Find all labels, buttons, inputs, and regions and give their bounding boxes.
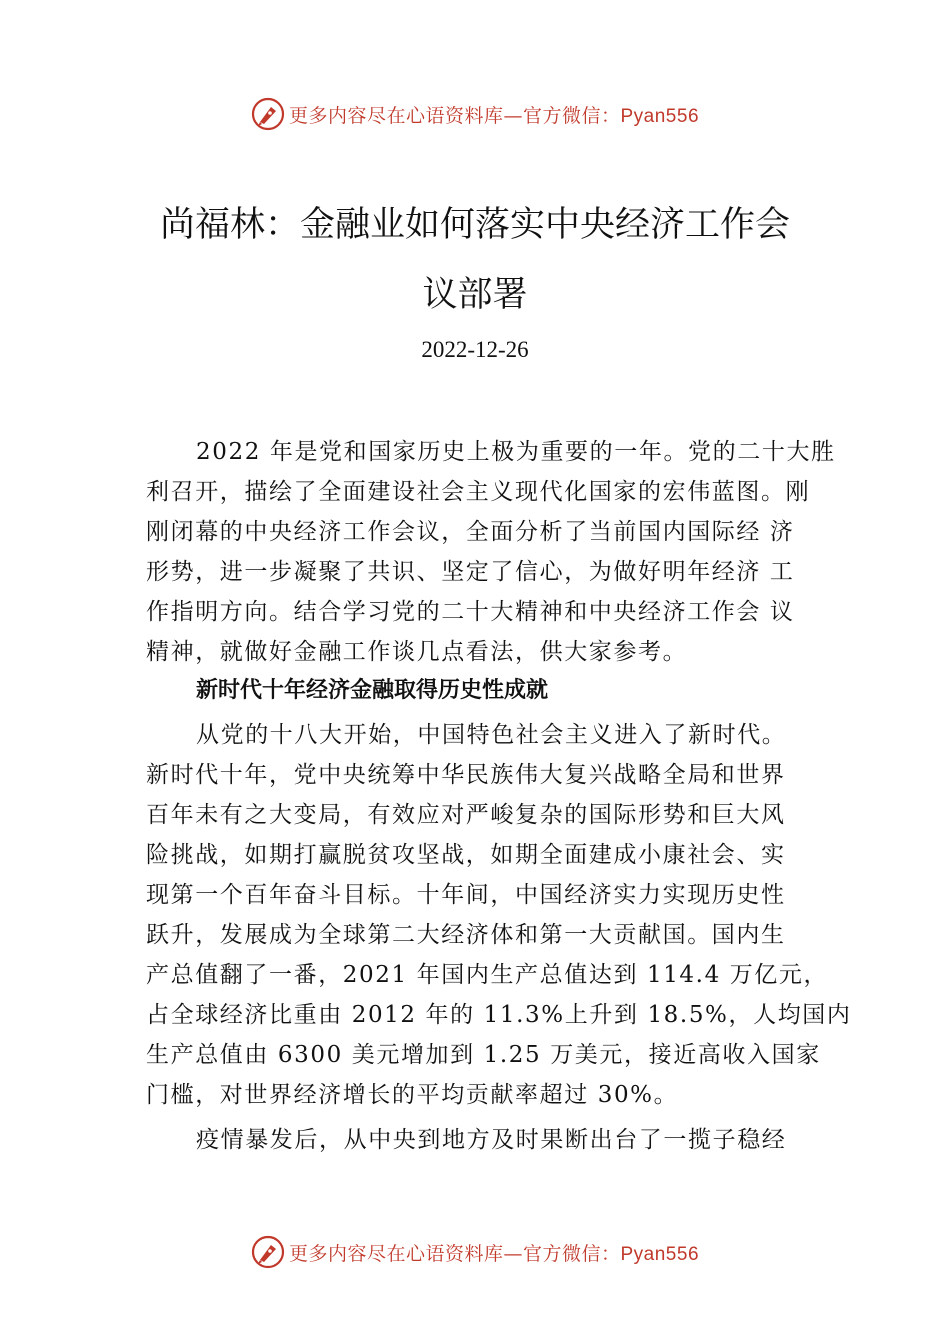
section-heading: 新时代十年经济金融取得历史性成就 <box>196 678 549 703</box>
pen-nib-logo-icon <box>251 1235 285 1269</box>
body-line: 疫情暴发后，从中央到地方及时果断出台了一揽子稳经 <box>196 1127 787 1153</box>
body-line: 作指明方向。结合学习党的二十大精神和中央经济工作会 议 <box>146 599 795 625</box>
watermark-banner-top <box>0 94 950 134</box>
body-line: 跃升，发展成为全球第二大经济体和第一大贡献国。国内生 <box>146 922 786 948</box>
body-line: 占全球经济比重由 2012 年的 11.3%上升到 18.5%，人均国内 <box>146 1002 852 1028</box>
document-title-line-2: 议部署 <box>422 275 528 315</box>
body-line: 百年未有之大变局，有效应对严峻复杂的国际形势和巨大风 <box>146 802 786 828</box>
watermark-text: 更多内容尽在心语资料库—官方微信： <box>288 1242 621 1265</box>
body-line: 门槛，对世界经济增长的平均贡献率超过 30%。 <box>146 1082 679 1108</box>
watermark-text: 更多内容尽在心语资料库—官方微信： <box>288 104 621 127</box>
body-line: 从党的十八大开始，中国特色社会主义进入了新时代。 <box>196 722 787 748</box>
wechat-id: Pyan556 <box>620 1243 700 1265</box>
body-line: 新时代十年，党中央统筹中华民族伟大复兴战略全局和世界 <box>146 762 786 788</box>
body-line: 产总值翻了一番，2021 年国内生产总值达到 114.4 万亿元， <box>146 962 829 988</box>
body-line: 刚闭幕的中央经济工作会议，全面分析了当前国内国际经 济 <box>146 519 795 545</box>
body-line: 利召开，描绘了全面建设社会主义现代化国家的宏伟蓝图。刚 <box>146 479 811 505</box>
body-line: 精神，就做好金融工作谈几点看法，供大家参考。 <box>146 639 688 665</box>
body-line: 生产总值由 6300 美元增加到 1.25 万美元，接近高收入国家 <box>146 1042 821 1068</box>
publish-date: 2022-12-26 <box>421 337 529 362</box>
body-line: 现第一个百年奋斗目标。十年间，中国经济实力实现历史性 <box>146 882 786 908</box>
body-line: 2022 年是党和国家历史上极为重要的一年。党的二十大胜 <box>196 439 836 465</box>
body-line: 险挑战，如期打赢脱贫攻坚战，如期全面建成小康社会、实 <box>146 842 786 868</box>
body-line: 形势，进一步凝聚了共识、坚定了信心，为做好明年经济 工 <box>146 559 795 585</box>
pen-nib-logo-icon <box>251 97 285 131</box>
wechat-id: Pyan556 <box>620 105 700 127</box>
watermark-banner-bottom <box>0 1232 950 1272</box>
document-title-line-1: 尚福林：金融业如何落实中央经济工作会 <box>159 205 790 245</box>
